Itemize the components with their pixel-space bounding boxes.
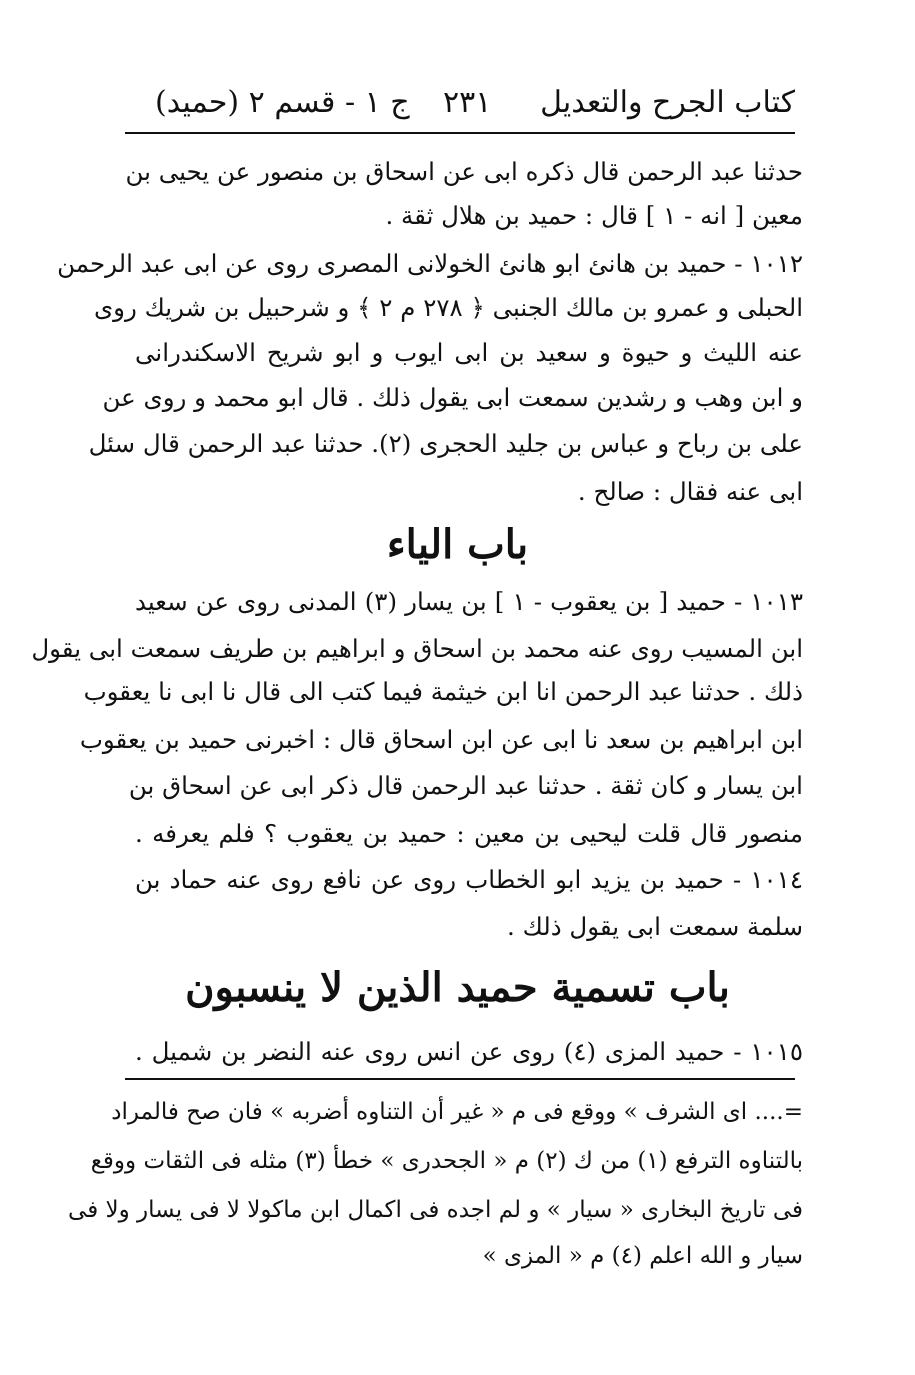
text-line: ابن ابراهيم بن سعد نا ابى عن ابن اسحاق قال : اخبرنى حميد بن يعقوب bbox=[79, 725, 803, 754]
entry-1014: ١٠١٤ - حميد بن يزيد ابو الخطاب روى عن نافع روى عنه حماد بن bbox=[135, 865, 803, 894]
text-line: الحبلى و عمرو بن مالك الجنبى ﴿ ٢٧٨ م ٢ ﴾ و شرحبيل بن شريك روى bbox=[94, 293, 803, 322]
text-line: ابن المسيب روى عنه محمد بن اسحاق و ابراهيم بن طريف سمعت ابى يقول bbox=[31, 634, 803, 663]
section-heading-ya: باب الياء bbox=[386, 521, 529, 568]
book-title: كتاب الجرح والتعديل bbox=[540, 85, 795, 120]
footnote-line: بالتناوه الترفع (١) من ك (٢) م « الجحدرى » خطأ (٣) مثله فى الثقات ووقع bbox=[90, 1148, 803, 1174]
header-rule bbox=[125, 132, 795, 134]
page-header bbox=[125, 78, 795, 128]
entry-1012: ١٠١٢ - حميد بن هانئ ابو هانئ الخولانى المصرى روى عن ابى عبد الرحمن bbox=[57, 249, 803, 278]
text-line: على بن رباح و عباس بن جليد الحجرى (٢). حدثنا عبد الرحمن قال سئل bbox=[88, 429, 803, 458]
footnote-rule bbox=[125, 1078, 795, 1080]
volume-label: (حميد) ج ١ - قسم ٢ bbox=[155, 85, 410, 120]
text-line: معين [ انه - ١ ] قال : حميد بن هلال ثقة . bbox=[385, 201, 803, 230]
text-line: ابن يسار و كان ثقة . حدثنا عبد الرحمن قال ذكر ابى عن اسحاق بن bbox=[128, 771, 803, 800]
footnote-line: =.... اى الشرف » ووقع فى م « غير أن التناوه أضربه » فان صح فالمراد bbox=[111, 1099, 803, 1125]
text-line: ذلك . حدثنا عبد الرحمن انا ابن خيثمة فيما كتب الى قال نا ابى نا يعقوب bbox=[83, 677, 803, 706]
text-line: عنه الليث و حيوة و سعيد بن ابى ايوب و ابو شريح الاسكندرانى bbox=[135, 338, 803, 367]
entry-1015: ١٠١٥ - حميد المزى (٤) روى عن انس روى عنه النضر بن شميل . bbox=[135, 1037, 803, 1066]
footnote-line: سيار و الله اعلم (٤) م « المزى » bbox=[482, 1243, 803, 1269]
text-line: حدثنا عبد الرحمن قال ذكره ابى عن اسحاق بن منصور عن يحيى بن bbox=[125, 157, 803, 186]
text-line: و ابن وهب و رشدين سمعت ابى يقول ذلك . قال ابو محمد و روى عن bbox=[102, 383, 803, 412]
text-line: ابى عنه فقال : صالح . bbox=[577, 477, 803, 506]
page-number: ٢٣١ bbox=[443, 85, 492, 120]
footnote-line: فى تاريخ البخارى « سيار » و لم اجده فى اكمال ابن ماكولا لا فى يسار ولا فى bbox=[68, 1197, 803, 1223]
entry-1013: ١٠١٣ - حميد [ بن يعقوب - ١ ] بن يسار (٣) المدنى روى عن سعيد bbox=[135, 587, 803, 616]
text-line: منصور قال قلت ليحيى بن معين : حميد بن يعقوب ؟ فلم يعرفه . bbox=[135, 819, 803, 848]
text-line: سلمة سمعت ابى يقول ذلك . bbox=[507, 912, 803, 941]
section-heading-unnamed: باب تسمية حميد الذين لا ينسبون bbox=[185, 964, 730, 1011]
